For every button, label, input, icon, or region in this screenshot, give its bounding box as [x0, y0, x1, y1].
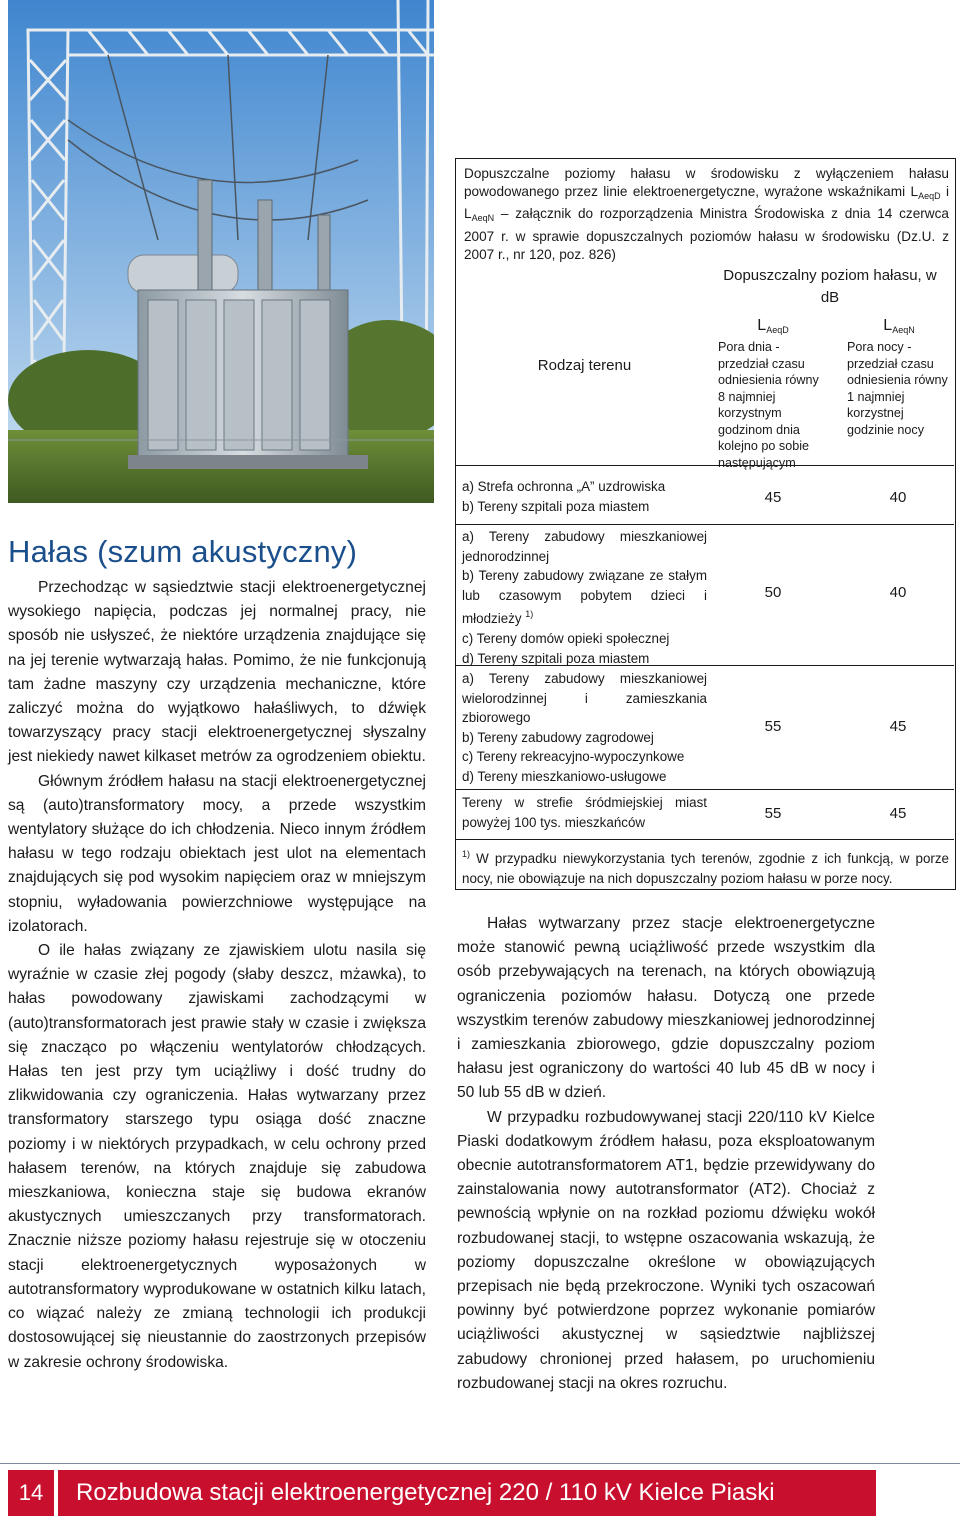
col-day-desc: Pora dnia - przedział czasu odniesienia równy 8 najmniej korzystnym godzinom dnia kolejno po sobie następującym: [718, 340, 819, 470]
table-caption: [464, 165, 949, 264]
left-paragraph-3: O ile hałas związany ze zjawiskiem ulotu nasila się wyraźnie w czasie złej pogody (słaby deszcz, mżawka), to hałas powodowany zjawiskami zachodzącymi w (auto)transformatorach jest prawie stały w czasie i zwiększa się znacząco po włączeniu wentylatorów chłodzących. Hałas ten jest przy tym uciążliwy i dość trudny do zlikwidowania czy ograniczenia. Hałas wytwarzany przez transformatory starszego typu osiąga dość znaczne poziomy i w niektórych przypadkach, w celu ochrony przed hałasem terenów, na których znajduje się zabudowa mieszkaniowa, konieczna staje się budowa ekranów akustycznych umieszczanych przy transformatorach. Znacznie niższe poziomy hałasu rejestruje się w otoczeniu stacji elektroenergetycznych wyposażonych w autotransformatory wyprodukowane w ostatnich kilku latach, co wiązać należy ze zmianą technologii ich produkcji dostosowującej się nieustannie do zaostrzonych przepisów w zakresie ochrony środowiska.: [8, 942, 426, 1371]
row-2-text-b: c) Tereny domów opieki społecznej d) Tereny szpitali poza miastem: [462, 630, 670, 666]
row-3-night: 45: [889, 718, 907, 735]
rule: [456, 465, 954, 466]
header-db: Dopuszczalny poziom hałasu, w dB: [723, 267, 937, 306]
row-1-night: 40: [889, 489, 907, 506]
footnote-text: W przypadku niewykorzystania tych terenów, zgodnie z ich funkcją, w porze nocy, nie obowiązuje na nich dopuszczalny poziom hałasu w porze nocy.: [462, 851, 949, 886]
right-paragraph-1: Hałas wytwarzany przez stacje elektroenergetyczne może stanowić pewną uciążliwość przede wszystkim dla osób przebywających na terenach, na których obowiązują ograniczenia poziomów hałasu. Dotyczą one przede wszystkim terenów zabudowy mieszkaniowej jednorodzinnej i zamieszkania zbiorowego, gdzie dopuszczalny poziom hałasu jest ograniczony do wartości 40 lub 45 dB w nocy i 50 lub 55 dB w dzień.: [457, 915, 875, 1102]
header-col-day: [718, 317, 828, 471]
row-2-night: 40: [889, 584, 907, 601]
left-article-column: [8, 576, 426, 1375]
row-4-night: 45: [889, 805, 907, 822]
header-terrain-type: Rodzaj terenu: [537, 357, 632, 374]
left-paragraph-1: Przechodząc w sąsiedztwie stacji elektroenergetycznej wysokiego napięcia, podczas jej normalnej pracy, nie sposób nie usłyszeć, że niektóre urządzenia znajdujące się na jej terenie wytwarzają hałas. Pomimo, że nie funkcjonują tam żadne maszyny czy urządzenia mechaniczne, które zaliczyć można do wyjątkowo hałaśliwych, to dźwięk towarzyszący pracy stacji elektroenergetycznej słyszalny jest niekiedy nawet kilkaset metrów za ogrodzeniem obiektu.: [8, 579, 426, 766]
rule: [456, 789, 954, 790]
row-1-day: 45: [764, 489, 782, 506]
right-paragraph-2: W przypadku rozbudowywanej stacji 220/110 kV Kielce Piaski dodatkowym źródłem hałasu, poza eksploatowanym obecnie autotransformatorem AT1, będzie przewidywany do zainstalowania nowy autotransformator (AT2). Chociaż z pewnością wpłynie on na rozkład poziomu dźwięku wokół rozbudowanej stacji, to wstępne oszacowania wskazują, że poziomy dopuszczalne określone w obowiązujących przepisach nie będą przekroczone. Wyniki tych oszacowań powinny być potwierdzone poprzez wykonanie pomiarów uciążliwości akustycznej w sąsiedztwie najbliższej zabudowy chronionej przed hałasem, po uruchomieniu rozbudowanej stacji na okres rozruchu.: [457, 1108, 875, 1392]
row-1-terrain: a) Strefa ochronna „A” uzdrowiska b) Tereny szpitali poza miastem: [462, 479, 666, 514]
row-2-day: 50: [764, 584, 782, 601]
noise-limits-table: [455, 158, 956, 890]
caption-text-mid: i L: [464, 184, 949, 222]
col-night-symbol: L: [883, 317, 893, 334]
row-3-terrain: a) Tereny zabudowy mieszkaniowej wielorodzinnej i zamieszkania zbiorowego b) Tereny zabudowy zagrodowej c) Tereny rekreacyjno-wypoczynkowe d) Tereny mieszkaniowo-usługowe: [462, 671, 707, 784]
footnote-mark: 1): [462, 849, 471, 859]
caption-text-a: Dopuszczalne poziomy hałasu w środowisku z wyłączeniem hałasu powodowanego przez linie elektroenergetyczne, wyrażone wskaźnikami L: [464, 166, 949, 200]
col-night-desc: Pora nocy - przedział czasu odniesienia równy 1 najmniej korzystnej godzinie nocy: [847, 340, 948, 437]
footer-title: Rozbudowa stacji elektroenergetycznej 220 / 110 kV Kielce Piaski: [58, 1470, 876, 1516]
row-2-terrain: [462, 527, 707, 668]
table-footnote: [462, 845, 949, 888]
transformer-photo: [8, 0, 434, 503]
row-4-day: 55: [764, 805, 782, 822]
caption-sub-aeqn: AeqN: [471, 213, 495, 224]
row-3-day: 55: [764, 718, 782, 735]
left-paragraph-2: Głównym źródłem hałasu na stacji elektroenergetycznej są (auto)transformatory mocy, a przede wszystkim wentylatory służące do ich chłodzenia. Nieco innym źródłem hałasu w tego rodzaju obiektach jest ulot na elementach znajdujących się pod wysokim napięciem oraz w mniejszym stopniu, wyładowania powierzchniowe występujące na izolatorach.: [8, 772, 426, 935]
caption-text-b: – załącznik do rozporządzenia Ministra Środowiska z dnia 14 czerwca 2007 r. w sprawie dopuszczalnych poziomów hałasu w środowisku (Dz.U. z 2007 r., nr 120, poz. 826): [464, 206, 949, 262]
page-number: 14: [8, 1470, 54, 1516]
caption-sub-aeqd: AeqD: [918, 191, 941, 202]
right-article-column: [457, 912, 875, 1396]
row-2-text-a: a) Tereny zabudowy mieszkaniowej jednorodzinnej b) Tereny zabudowy związane ze stałym lub czasowym pobytem dzieci i młodzieży: [462, 529, 707, 627]
row-4-terrain: Tereny w strefie śródmiejskiej miast powyżej 100 tys. mieszkańców: [462, 795, 707, 830]
substation-illustration: [8, 0, 434, 503]
col-night-sub: AeqN: [892, 325, 915, 335]
rule: [456, 524, 954, 525]
section-title: Hałas (szum akustyczny): [8, 534, 358, 569]
rule: [456, 839, 954, 840]
row-2-footnote-mark: 1): [525, 609, 534, 620]
footer-divider: [0, 1463, 960, 1464]
header-col-night: [847, 317, 951, 438]
col-day-sub: AeqD: [766, 325, 789, 335]
col-day-symbol: L: [757, 317, 767, 334]
